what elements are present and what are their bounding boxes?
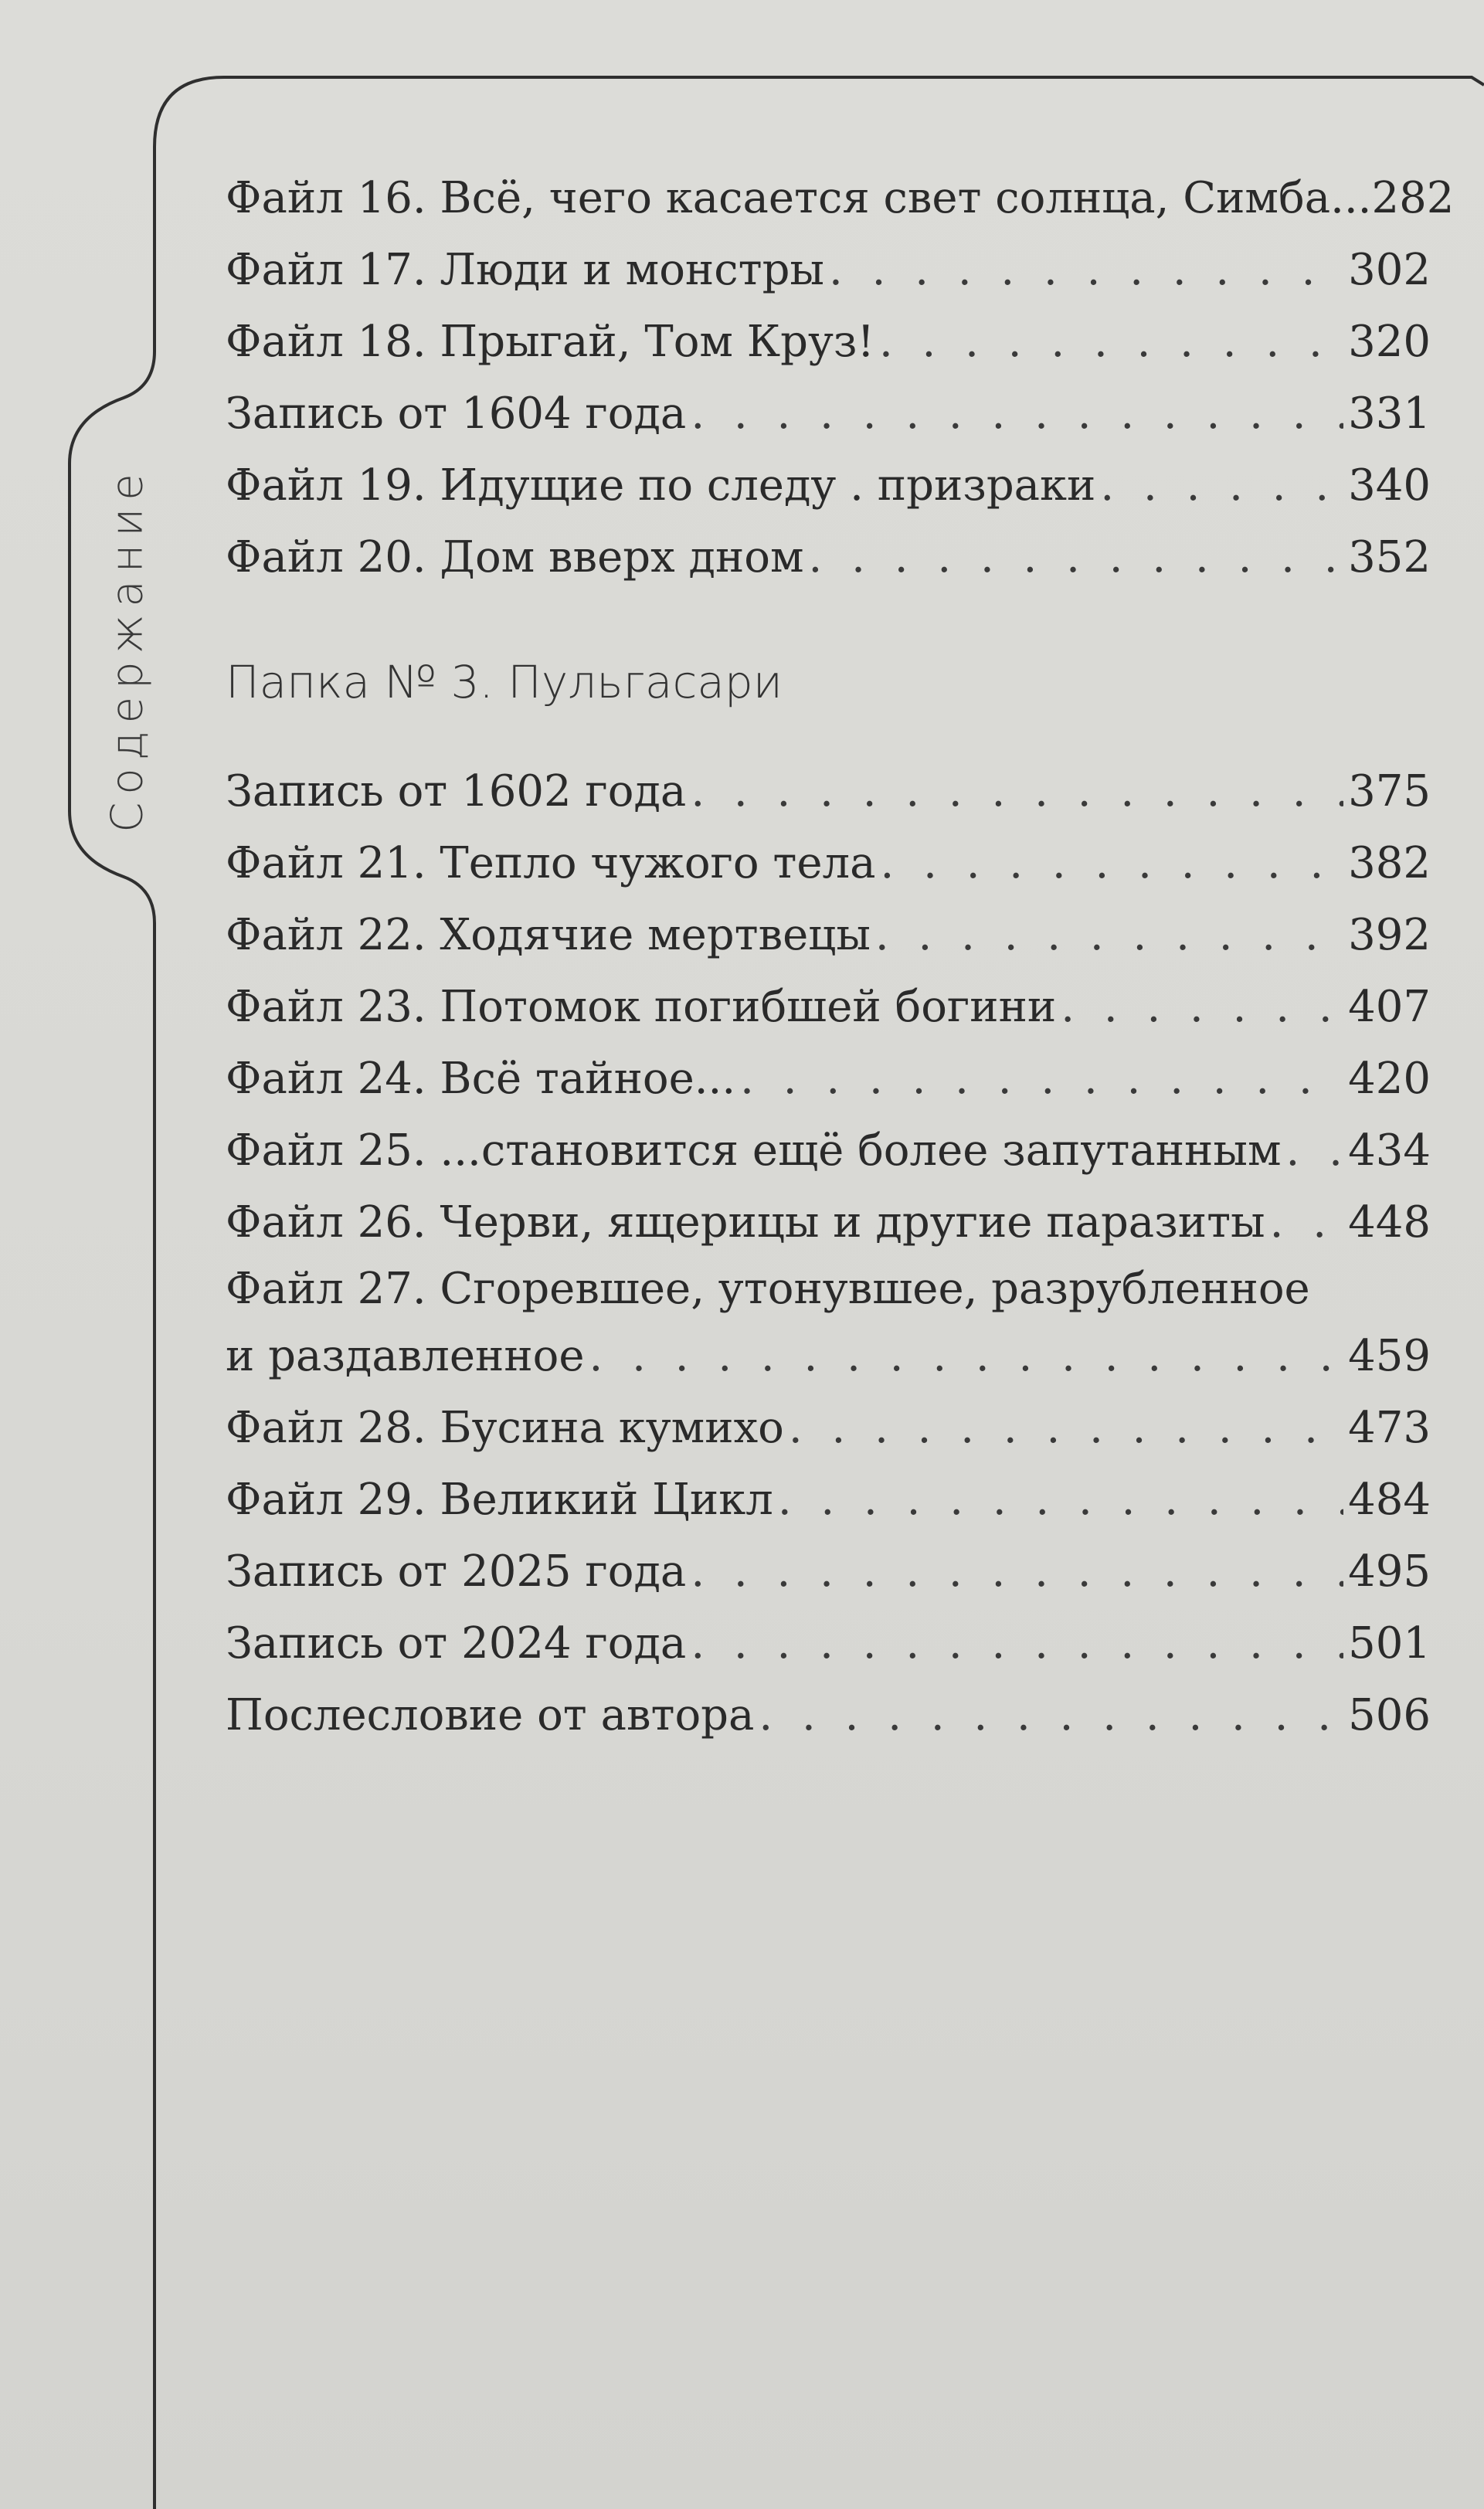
- toc-entry-title: Файл 21. Тепло чужого тела: [226, 838, 876, 888]
- toc-entry-title: Файл 25. ...становится ещё более запутанным: [226, 1125, 1282, 1176]
- toc-entry-page: 459: [1348, 1331, 1431, 1381]
- toc-entry-title: Запись от 1604 года: [226, 389, 687, 439]
- toc-entry-page: 448: [1348, 1197, 1431, 1248]
- toc-leader-dots: [691, 1608, 1343, 1679]
- toc-entry[interactable]: [226, 1464, 1431, 1536]
- toc-leader-dots: [809, 521, 1344, 593]
- toc-entry[interactable]: [226, 1115, 1431, 1187]
- toc-entry[interactable]: [226, 1392, 1431, 1464]
- toc-entry-page: 495: [1348, 1546, 1431, 1597]
- toc-group-2: [226, 755, 1431, 1751]
- toc-leader-dots: [740, 1043, 1343, 1115]
- toc-entry-title: Файл 22. Ходячие мертвецы: [226, 910, 871, 960]
- toc-entry-title: Файл 29. Великий Цикл: [226, 1475, 773, 1525]
- toc-leader-dots: [691, 1536, 1343, 1608]
- toc-entry[interactable]: [226, 162, 1455, 234]
- toc-leader-dots: [789, 1392, 1343, 1464]
- toc-entry-page: 340: [1348, 460, 1431, 511]
- toc-leader-dots: [829, 234, 1343, 306]
- toc-entry-page: 506: [1348, 1690, 1431, 1740]
- toc-leader-dots: [778, 1464, 1343, 1536]
- toc-entry-title: Запись от 1602 года: [226, 766, 687, 817]
- toc-entry[interactable]: [226, 378, 1431, 450]
- toc-entry-page: 392: [1348, 910, 1431, 960]
- toc-entry-page: 484: [1348, 1475, 1431, 1525]
- toc-leader-dots: [589, 1320, 1344, 1392]
- contents-side-tab-label: Содержание: [102, 465, 153, 833]
- toc-entry[interactable]: [226, 755, 1431, 827]
- toc-entry-page: 407: [1348, 982, 1431, 1032]
- toc-entry-title-line2: и раздавленное: [226, 1331, 585, 1381]
- table-of-contents: [226, 162, 1455, 1751]
- toc-entry-page: 501: [1348, 1618, 1431, 1669]
- toc-entry-title: Послесловие от автора: [226, 1690, 755, 1740]
- contents-side-tab: [77, 433, 178, 865]
- toc-entry-title: Файл 23. Потомок погибшей богини: [226, 982, 1057, 1032]
- toc-leader-dots: [691, 378, 1343, 450]
- toc-entry-page: 320: [1348, 317, 1431, 367]
- toc-entry-title: Файл 17. Люди и монстры: [226, 245, 825, 295]
- toc-entry-title-line1: Файл 27. Сгоревшее, утонувшее, разрубленное: [226, 1264, 1310, 1314]
- toc-entry-title: Файл 26. Черви, ящерицы и другие паразиты: [226, 1197, 1265, 1248]
- toc-entry-title: Файл 20. Дом вверх дном: [226, 532, 804, 582]
- toc-entry[interactable]: [226, 234, 1431, 306]
- toc-entry[interactable]: [226, 899, 1431, 971]
- toc-leader-dots: [1286, 1115, 1344, 1187]
- toc-entry-title: Файл 18. Прыгай, Том Круз!: [226, 317, 874, 367]
- toc-entry-title: Файл 28. Бусина кумихо: [226, 1403, 784, 1453]
- toc-leader-dots: [759, 1679, 1343, 1751]
- toc-entry-line2: [226, 1320, 1431, 1392]
- toc-entry-title: Файл 16. Всё, чего касается свет солнца, Симба...: [226, 173, 1372, 223]
- toc-entry-page: 302: [1348, 245, 1431, 295]
- toc-leader-dots: [880, 827, 1343, 899]
- toc-leader-dots: [1061, 971, 1343, 1043]
- toc-entry-page: 434: [1348, 1125, 1431, 1176]
- toc-entry-page: 382: [1348, 838, 1431, 888]
- toc-entry[interactable]: [226, 450, 1431, 521]
- toc-leader-dots: [875, 899, 1343, 971]
- toc-leader-dots: [691, 755, 1343, 827]
- toc-entry-page: 420: [1348, 1054, 1431, 1104]
- toc-entry[interactable]: [226, 1043, 1431, 1115]
- toc-entry[interactable]: [226, 306, 1431, 378]
- toc-entry-title: Запись от 2025 года: [226, 1546, 687, 1597]
- toc-entry[interactable]: [226, 1679, 1431, 1751]
- toc-entry[interactable]: [226, 1608, 1431, 1679]
- toc-leader-dots: [1270, 1187, 1343, 1258]
- toc-entry-title: Запись от 2024 года: [226, 1618, 687, 1669]
- toc-group-1: [226, 162, 1455, 593]
- toc-entry-multiline[interactable]: [226, 1258, 1431, 1392]
- toc-leader-dots: [879, 306, 1343, 378]
- toc-leader-dots: [1100, 450, 1343, 521]
- toc-entry-page: 331: [1348, 389, 1431, 439]
- toc-entry-title: Файл 24. Всё тайное...: [226, 1054, 736, 1104]
- toc-entry-page: 282: [1371, 173, 1455, 223]
- toc-entry[interactable]: [226, 827, 1431, 899]
- toc-entry-page: 352: [1348, 532, 1431, 582]
- toc-entry-page: 473: [1348, 1403, 1431, 1453]
- toc-entry-page: 375: [1348, 766, 1431, 817]
- toc-entry[interactable]: [226, 521, 1431, 593]
- toc-entry[interactable]: [226, 1536, 1431, 1608]
- section-heading: Папка № 3. Пульгасари: [226, 656, 783, 708]
- toc-entry[interactable]: [226, 1187, 1431, 1258]
- toc-entry-title: Файл 19. Идущие по следу . призраки: [226, 460, 1096, 511]
- toc-entry[interactable]: [226, 971, 1431, 1043]
